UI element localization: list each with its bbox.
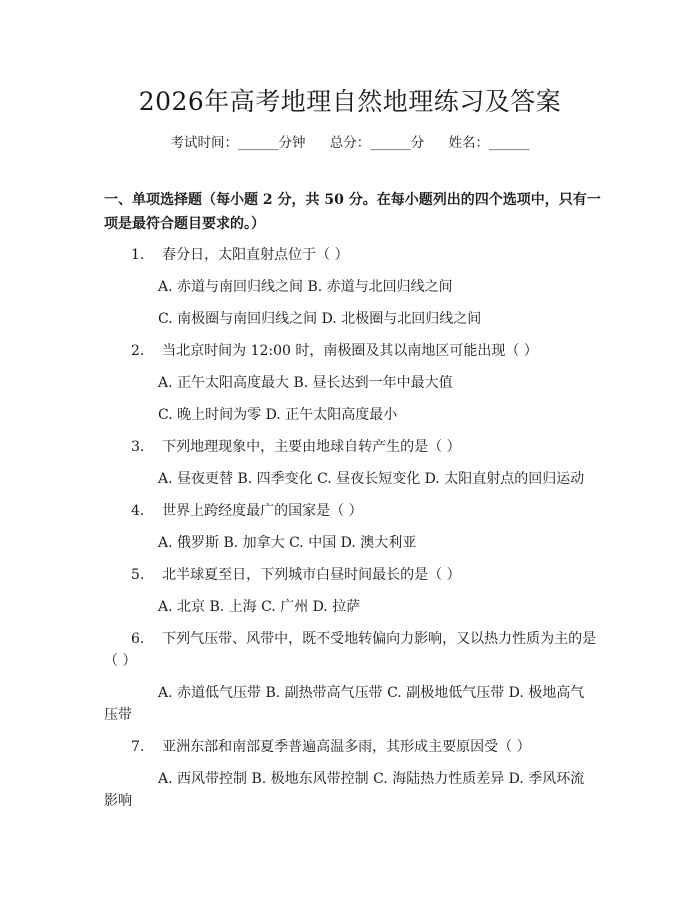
question-2-options-line-2: C. 晚上时间为零 D. 正午太阳高度最小 [158, 407, 398, 423]
question-2-options-line-1: A. 正午太阳高度最大 B. 昼长达到一年中最大值 [158, 375, 453, 391]
question-4-options-line-1: A. 俄罗斯 B. 加拿大 C. 中国 D. 澳大利亚 [158, 535, 417, 551]
question-7 [131, 736, 531, 756]
question-text: 亚洲东部和南部夏季普遍高温多雨，其形成主要原因受（ ） [162, 739, 531, 755]
question-6-text-continued: （ ） [104, 653, 137, 669]
question-7-options-line-1: A. 西风带控制 B. 极地东风带控制 C. 海陆热力性质差异 D. 季风环流 [158, 771, 585, 787]
question-number: 3. [131, 439, 145, 455]
page-title: 2026年高考地理自然地理练习及答案 [138, 87, 562, 116]
question-number: 2. [131, 343, 145, 359]
question-number: 7. [131, 739, 145, 755]
question-number: 4. [131, 503, 145, 519]
question-text: 下列气压带、风带中，既不受地转偏向力影响，又以热力性质为主的是 [162, 631, 597, 647]
question-5 [131, 564, 461, 584]
question-text: 下列地理现象中，主要由地球自转产生的是（ ） [162, 439, 461, 455]
question-2 [131, 340, 538, 360]
student-name-field: 姓名：______ [448, 135, 530, 151]
question-6-options-line-1: A. 赤道低气压带 B. 副热带高气压带 C. 副极地低气压带 D. 极地高气 [158, 685, 585, 701]
question-1 [131, 244, 349, 264]
question-1-options-line-2: C. 南极圈与南回归线之间 D. 北极圈与北回归线之间 [158, 311, 482, 327]
exam-info [0, 131, 700, 151]
question-4 [131, 500, 363, 520]
question-3-options-line-1: A. 昼夜更替 B. 四季变化 C. 昼夜长短变化 D. 太阳直射点的回归运动 [158, 471, 585, 487]
question-text: 春分日，太阳直射点位于（ ） [162, 247, 349, 263]
question-text: 当北京时间为 12:00 时，南极圈及其以南地区可能出现（ ） [162, 343, 538, 359]
question-3 [131, 436, 461, 456]
question-number: 5. [131, 567, 145, 583]
question-6-options-continued: 压带 [104, 707, 132, 723]
question-text: 世界上跨经度最广的国家是（ ） [162, 503, 363, 519]
question-7-options-continued: 影响 [104, 793, 132, 809]
exam-score-field: 总分：______分 [329, 135, 425, 151]
question-number: 1. [131, 247, 145, 263]
exam-time-field: 考试时间：______分钟 [170, 135, 306, 151]
question-5-options-line-1: A. 北京 B. 上海 C. 广州 D. 拉萨 [158, 599, 361, 615]
question-number: 6. [131, 631, 145, 647]
question-1-options-line-1: A. 赤道与南回归线之间 B. 赤道与北回归线之间 [158, 279, 453, 295]
question-6 [131, 628, 596, 648]
section-title: 一、单项选择题（每小题 2 分，共 50 分。在每小题列出的四个选项中，只有一项是最符合题目要求的。） [104, 192, 601, 232]
question-text: 北半球夏至日，下列城市白昼时间最长的是（ ） [162, 567, 461, 583]
